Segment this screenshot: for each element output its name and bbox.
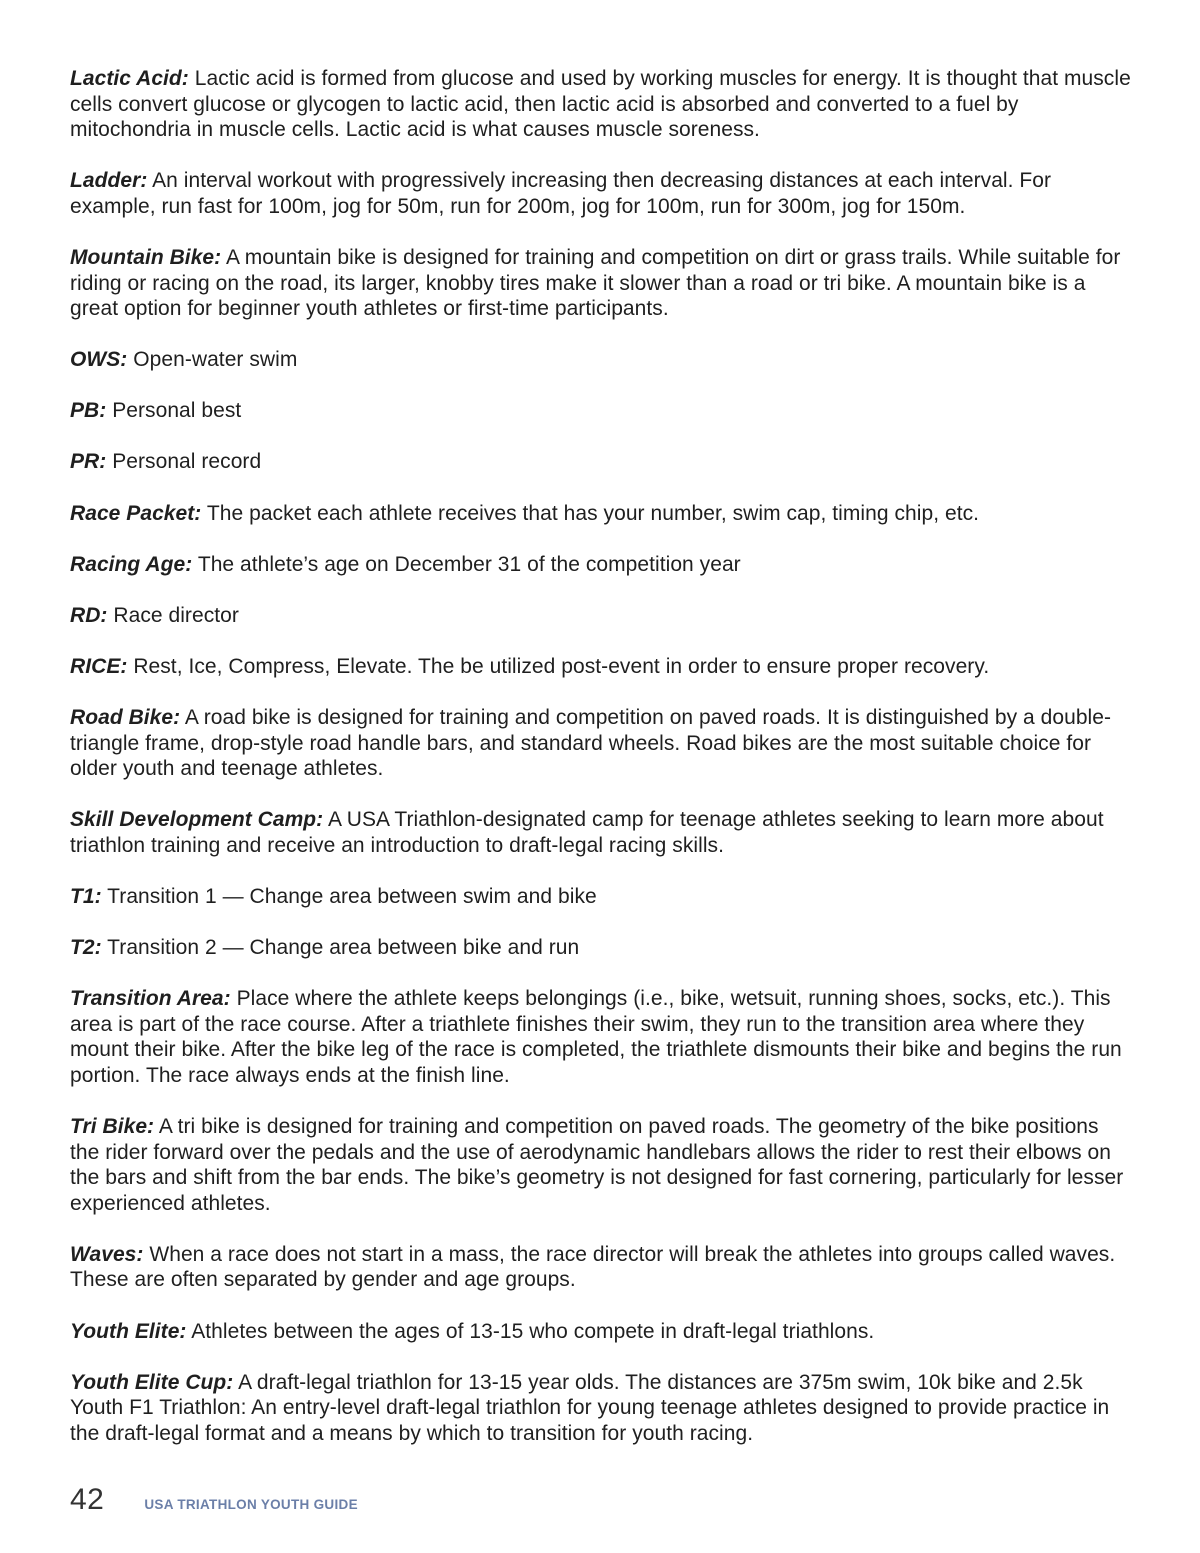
guide-title: USA TRIATHLON YOUTH GUIDE [144, 1497, 358, 1512]
glossary-definition: A mountain bike is designed for training and competition on dirt or grass trails. While suitable for riding or racing on the road, its larger, knobby tires make it slower than a road or tri bike. A mountain bike is a great option for beginner youth athletes or first-time participants. [70, 245, 1121, 321]
glossary-definition: Race director [113, 603, 239, 627]
glossary-term: Youth Elite: [70, 1319, 187, 1343]
glossary-definition: The athlete’s age on December 31 of the competition year [197, 552, 741, 576]
glossary-term: Transition Area: [70, 987, 231, 1011]
glossary-term: Skill Development Camp: [70, 808, 324, 832]
glossary-entry-lactic-acid [70, 66, 1132, 143]
glossary-term: Lactic Acid: [70, 67, 189, 90]
glossary-term: Racing Age: [70, 552, 193, 576]
glossary-term: Road Bike: [70, 705, 181, 729]
glossary-entry-racing-age [70, 552, 1132, 578]
glossary-definition: A USA Triathlon-designated camp for teenage athletes seeking to learn more about triathlon training and receive an introduction to draft-legal racing skills. [70, 808, 1104, 857]
glossary-term: PR: [70, 450, 107, 474]
glossary-term: OWS: [70, 348, 128, 372]
glossary-entry-youth-elite [70, 1319, 1132, 1345]
glossary-definition: A draft-legal triathlon for 13-15 year olds. The distances are 375m swim, 10k bike and 2.5k Youth F1 Triathlon: An entry-level draft-legal triathlon for young teenage athletes designed to provide practice in the draft-legal format and a means by which to transition for youth racing. [70, 1370, 1110, 1445]
glossary-term: PB: [70, 399, 107, 423]
page-number: 42 [70, 1483, 105, 1516]
glossary-definition: Lactic acid is formed from glucose and used by working muscles for energy. It is thought that muscle cells convert glucose or glycogen to lactic acid, then lactic acid is absorbed and converted to a fuel by mitochondria in muscle cells. Lactic acid is what causes muscle soreness. [70, 67, 1131, 142]
glossary-entry-mountain-bike [70, 245, 1132, 322]
glossary-entry-rice [70, 654, 1132, 680]
glossary-definition: A road bike is designed for training and competition on paved roads. It is distinguished by a double-triangle frame, drop-style road handle bars, and standard wheels. Road bikes are the most suitable choice for older youth and teenage athletes. [70, 705, 1112, 781]
glossary-page [70, 66, 1132, 1472]
glossary-definition: A tri bike is designed for training and competition on paved roads. The geometry of the bike positions the rider forward over the pedals and the use of aerodynamic handlebars allows the rider to rest their elbows on the bars and shift from the bar ends. The bike’s geometry is not designed for fast cornering, particularly for lesser experienced athletes. [70, 1114, 1124, 1215]
glossary-definition: Place where the athlete keeps belongings (i.e., bike, wetsuit, running shoes, socks, etc.). This area is part of the race course. After a triathlete finishes their swim, they run to the transition area where they mount their bike. After the bike leg of the race is completed, the triathlete dismounts their bike and begins the run portion. The race always ends at the finish line. [70, 987, 1122, 1087]
glossary-entry-youth-elite-cup [70, 1370, 1132, 1447]
glossary-term: T2: [70, 935, 102, 959]
glossary-definition: Transition 2 — Change area between bike and run [107, 935, 580, 959]
glossary-term: T1: [70, 884, 102, 908]
glossary-term: Waves: [70, 1242, 144, 1266]
glossary-entry-ows [70, 347, 1132, 373]
glossary-definition: Personal best [112, 399, 242, 423]
glossary-entry-race-packet [70, 501, 1132, 527]
glossary-entry-pb [70, 398, 1132, 424]
glossary-term: RD: [70, 603, 108, 627]
glossary-term: Race Packet: [70, 501, 202, 525]
glossary-entry-t2 [70, 935, 1132, 961]
glossary-definition: Open-water swim [133, 348, 298, 372]
glossary-term: Ladder: [70, 169, 148, 193]
glossary-entry-road-bike [70, 705, 1132, 782]
glossary-definition: An interval workout with progressively increasing then decreasing distances at each interval. For example, run fast for 100m, jog for 50m, run for 200m, jog for 100m, run for 300m, jog for 150m. [70, 169, 1052, 218]
glossary-definition: When a race does not start in a mass, the race director will break the athletes into groups called waves. These are often separated by gender and age groups. [70, 1242, 1116, 1292]
glossary-entry-tri-bike [70, 1114, 1132, 1216]
glossary-term: Mountain Bike: [70, 245, 222, 269]
glossary-entry-waves [70, 1242, 1132, 1293]
glossary-definition: Transition 1 — Change area between swim and bike [107, 884, 597, 908]
glossary-entry-rd [70, 603, 1132, 629]
glossary-term: RICE: [70, 654, 128, 678]
glossary-definition: Rest, Ice, Compress, Elevate. The be utilized post-event in order to ensure proper recovery. [133, 654, 990, 678]
glossary-definition: Athletes between the ages of 13-15 who compete in draft-legal triathlons. [191, 1319, 875, 1343]
glossary-entry-transition-area [70, 986, 1132, 1088]
glossary-term: Youth Elite Cup: [70, 1370, 234, 1394]
glossary-entry-skill-development-camp [70, 807, 1132, 858]
glossary-entry-t1 [70, 884, 1132, 910]
glossary-entry-pr [70, 449, 1132, 475]
glossary-term: Tri Bike: [70, 1114, 155, 1138]
glossary-definition: Personal record [112, 450, 262, 474]
glossary-definition: The packet each athlete receives that has your number, swim cap, timing chip, etc. [206, 501, 980, 525]
glossary-entry-ladder [70, 168, 1132, 219]
page-footer [70, 1483, 358, 1517]
